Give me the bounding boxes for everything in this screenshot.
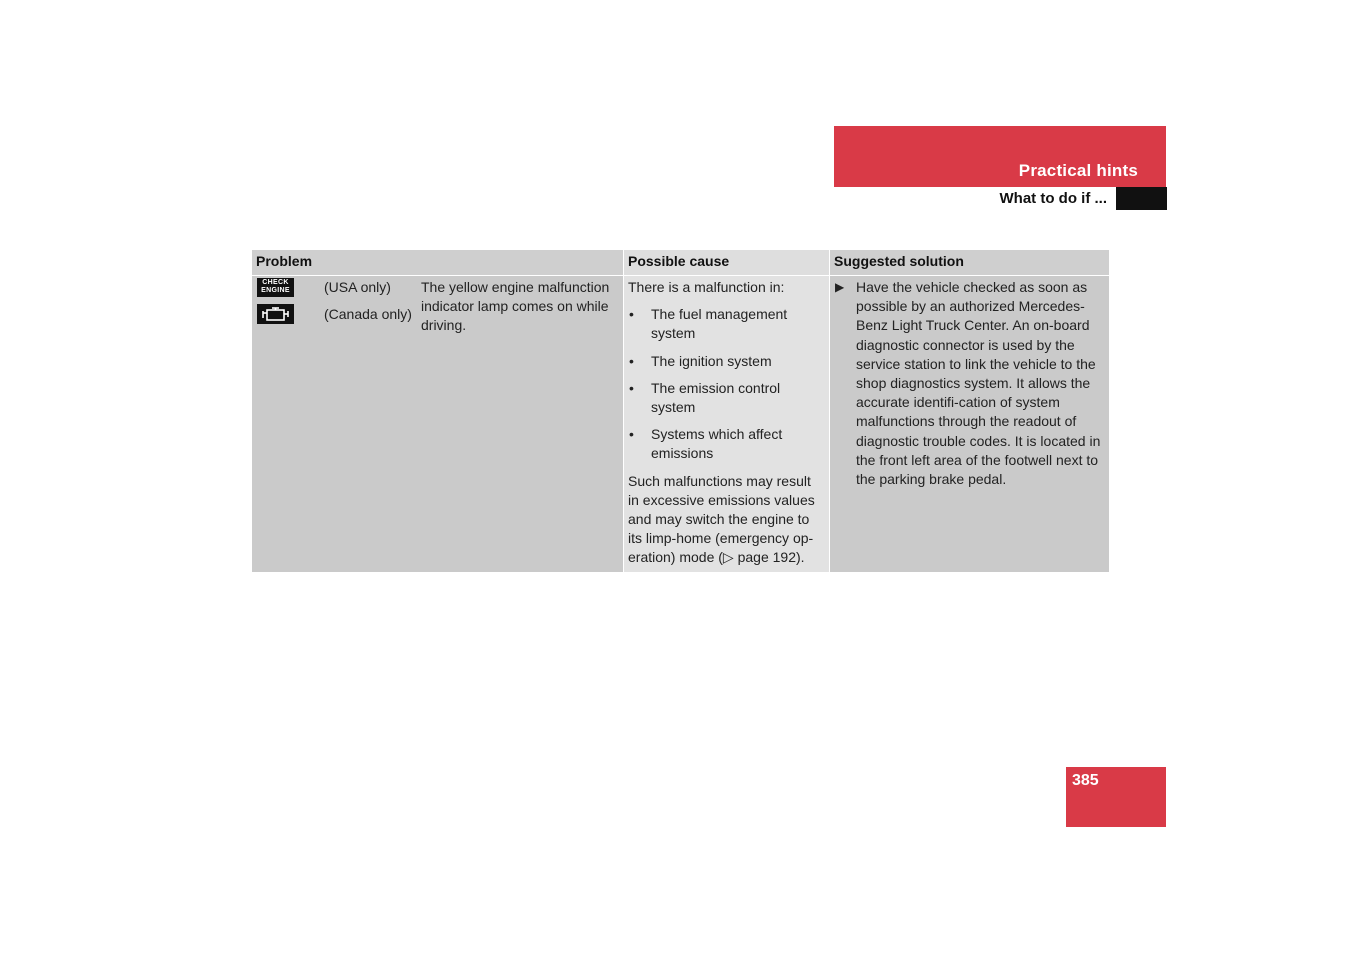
cause-item-text: The ignition system (651, 352, 772, 369)
col-header-solution: Suggested solution (829, 250, 1109, 275)
engine-outline-icon-svg (257, 304, 294, 324)
bullet-icon: • (629, 352, 634, 369)
list-item (628, 425, 825, 463)
section-header-bar (834, 126, 1166, 187)
check-engine-lamp-icon (257, 278, 294, 297)
page-number-tab (1066, 767, 1166, 827)
engine-outline-icon (257, 304, 294, 324)
cause-item-text: The fuel management system (651, 306, 788, 342)
problem-description: The yellow engine malfunction indicator lamp comes on while driving. (421, 279, 610, 334)
lamp-label-line2: ENGINE (261, 287, 290, 294)
solution-cell (829, 276, 1109, 572)
troubleshooting-table (252, 250, 1109, 572)
solution-step (834, 278, 1103, 489)
problem-cell (252, 276, 623, 572)
arrow-right-icon: ▶ (835, 280, 845, 294)
bullet-icon: • (629, 306, 634, 323)
bullet-icon: • (629, 379, 634, 396)
cause-list (628, 305, 825, 463)
subsection-title: What to do if ... (999, 190, 1107, 207)
region-usa: (USA only) (324, 279, 391, 295)
lamp-label-line1: CHECK (262, 279, 289, 286)
table-header-row (252, 250, 1109, 275)
cause-item-text: Systems which affect emissions (651, 426, 783, 462)
region-canada: (Canada only) (324, 306, 412, 322)
page-number: 385 (1072, 772, 1099, 789)
bullet-icon: • (629, 426, 634, 443)
cause-item-text: The emission control system (651, 379, 781, 416)
cause-consequence: Such malfunctions may result in excessive emissions values and may switch the engine to its limp-home (emergency op-eration) mode (▷ page 192). (628, 472, 815, 566)
list-item (628, 379, 825, 417)
col-header-problem: Problem (252, 250, 623, 275)
solution-text: Have the vehicle checked as soon as possible by an authorized Mercedes-Benz Light Truck Center. An on-board diagnostic connector is used by the service station to link the vehicle to the shop diagnostics system. It allows the accurate identifi-cation of system malfunctions through the readout of diagnostic trouble codes. It is located in the front left area of the footwell next to the parking brake pedal. (856, 279, 1101, 488)
section-title: Practical hints (1018, 161, 1138, 180)
list-item (628, 305, 825, 343)
list-item (628, 352, 825, 371)
header-black-tab (1116, 187, 1167, 210)
cause-cell (623, 276, 829, 572)
cause-intro: There is a malfunction in: (628, 279, 785, 295)
table-row (252, 276, 1109, 572)
col-header-cause: Possible cause (623, 250, 829, 275)
